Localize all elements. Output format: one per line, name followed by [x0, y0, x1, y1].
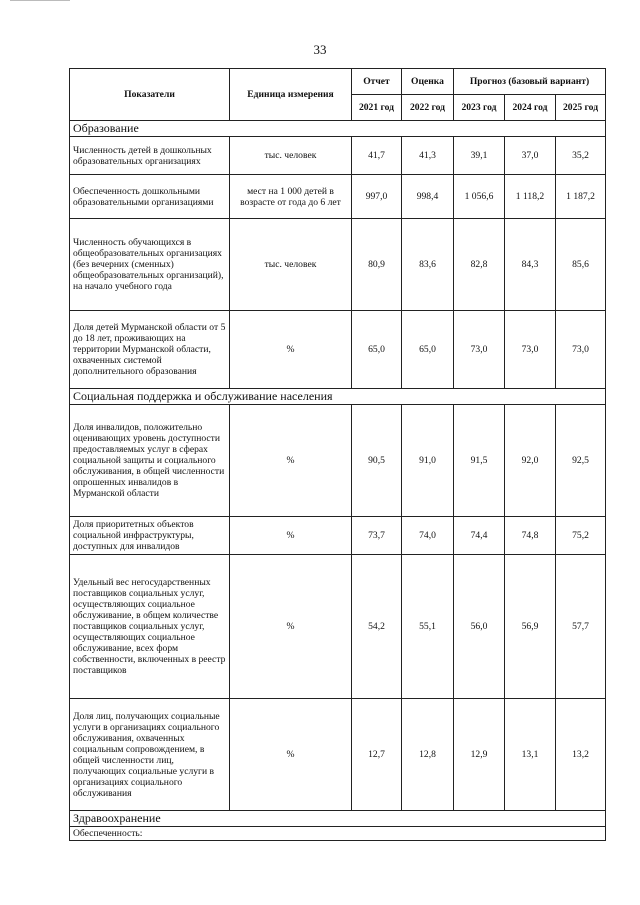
unit-cell: мест на 1 000 детей в возрасте от года до 6 лет — [230, 175, 352, 219]
value-cell: 41,3 — [402, 137, 454, 175]
section-title: Образование — [70, 121, 606, 137]
indicator-cell: Численность детей в дошкольных образовательных организациях — [70, 137, 230, 175]
page-number: 33 — [313, 42, 327, 57]
value-cell: 91,5 — [454, 405, 505, 517]
section-title: Социальная поддержка и обслуживание населения — [70, 389, 606, 405]
indicator-cell: Обеспеченность дошкольными образовательными организациями — [70, 175, 230, 219]
value-cell: 65,0 — [402, 311, 454, 389]
header-indicators: Показатели — [70, 69, 230, 121]
indicator-cell: Доля детей Мурманской области от 5 до 18 лет, проживающих на территории Мурманской области, охваченных системой дополнительного образования — [70, 311, 230, 389]
value-cell: 998,4 — [402, 175, 454, 219]
value-cell: 13,1 — [505, 699, 556, 811]
header-year-2025: 2025 год — [556, 95, 606, 121]
indicator-cell: Доля приоритетных объектов социальной инфраструктуры, доступных для инвалидов — [70, 517, 230, 555]
value-cell: 13,2 — [556, 699, 606, 811]
indicator-cell: Численность обучающихся в общеобразовательных организациях (без вечерних (сменных) общеобразовательных организаций), на начало учебного года — [70, 219, 230, 311]
value-cell: 1 187,2 — [556, 175, 606, 219]
unit-cell: % — [230, 311, 352, 389]
value-cell: 73,0 — [454, 311, 505, 389]
value-cell: 65,0 — [352, 311, 402, 389]
value-cell: 1 118,2 — [505, 175, 556, 219]
value-cell: 82,8 — [454, 219, 505, 311]
header-year-2022: 2022 год — [402, 95, 454, 121]
value-cell: 997,0 — [352, 175, 402, 219]
unit-cell: тыс. человек — [230, 137, 352, 175]
value-cell: 73,0 — [556, 311, 606, 389]
value-cell: 74,4 — [454, 517, 505, 555]
value-cell: 83,6 — [402, 219, 454, 311]
value-cell: 37,0 — [505, 137, 556, 175]
value-cell: 12,8 — [402, 699, 454, 811]
table-row — [70, 827, 606, 841]
table-row — [70, 555, 606, 699]
value-cell: 56,0 — [454, 555, 505, 699]
value-cell: 73,0 — [505, 311, 556, 389]
value-cell: 12,7 — [352, 699, 402, 811]
table-row — [70, 175, 606, 219]
header-forecast: Прогноз (базовый вариант) — [454, 69, 606, 95]
value-cell: 90,5 — [352, 405, 402, 517]
header-year-2023: 2023 год — [454, 95, 505, 121]
unit-cell: % — [230, 405, 352, 517]
table-row — [70, 311, 606, 389]
value-cell: 35,2 — [556, 137, 606, 175]
unit-cell: % — [230, 699, 352, 811]
header-estimate: Оценка — [402, 69, 454, 95]
indicator-cell: Доля лиц, получающих социальные услуги в организациях социального обслуживания, охваченных социальным сопровождением, в общей численности лиц, получающих социальные услуги в организациях социального обслуживания — [70, 699, 230, 811]
forecast-table — [69, 68, 606, 841]
value-cell: 54,2 — [352, 555, 402, 699]
value-cell: 85,6 — [556, 219, 606, 311]
value-cell: 92,0 — [505, 405, 556, 517]
indicator-cell: Обеспеченность: — [70, 827, 606, 841]
header-unit: Единица измерения — [230, 69, 352, 121]
table-row — [70, 699, 606, 811]
value-cell: 92,5 — [556, 405, 606, 517]
value-cell: 39,1 — [454, 137, 505, 175]
indicator-cell: Удельный вес негосударственных поставщиков социальных услуг, осуществляющих социальное обслуживание, в общем количестве поставщиков социальных услуг, осуществляющих социальное обслуживание, всех форм собственности, включенных в реестр поставщиков — [70, 555, 230, 699]
value-cell: 73,7 — [352, 517, 402, 555]
value-cell: 91,0 — [402, 405, 454, 517]
value-cell: 74,0 — [402, 517, 454, 555]
table-row — [70, 219, 606, 311]
table-row — [70, 137, 606, 175]
value-cell: 56,9 — [505, 555, 556, 699]
header-report: Отчет — [352, 69, 402, 95]
table-row — [70, 517, 606, 555]
unit-cell: % — [230, 555, 352, 699]
unit-cell: % — [230, 517, 352, 555]
value-cell: 80,9 — [352, 219, 402, 311]
header-year-2021: 2021 год — [352, 95, 402, 121]
value-cell: 84,3 — [505, 219, 556, 311]
unit-cell: тыс. человек — [230, 219, 352, 311]
section-title: Здравоохранение — [70, 811, 606, 827]
value-cell: 57,7 — [556, 555, 606, 699]
scan-edge-mark — [10, 0, 70, 3]
value-cell: 1 056,6 — [454, 175, 505, 219]
indicator-cell: Доля инвалидов, положительно оценивающих уровень доступности предоставляемых услуг в сферах социальной защиты и социального обслуживания, в общей численности опрошенных инвалидов в Мурманской области — [70, 405, 230, 517]
value-cell: 41,7 — [352, 137, 402, 175]
value-cell: 55,1 — [402, 555, 454, 699]
value-cell: 75,2 — [556, 517, 606, 555]
table-row — [70, 405, 606, 517]
header-year-2024: 2024 год — [505, 95, 556, 121]
value-cell: 12,9 — [454, 699, 505, 811]
value-cell: 74,8 — [505, 517, 556, 555]
